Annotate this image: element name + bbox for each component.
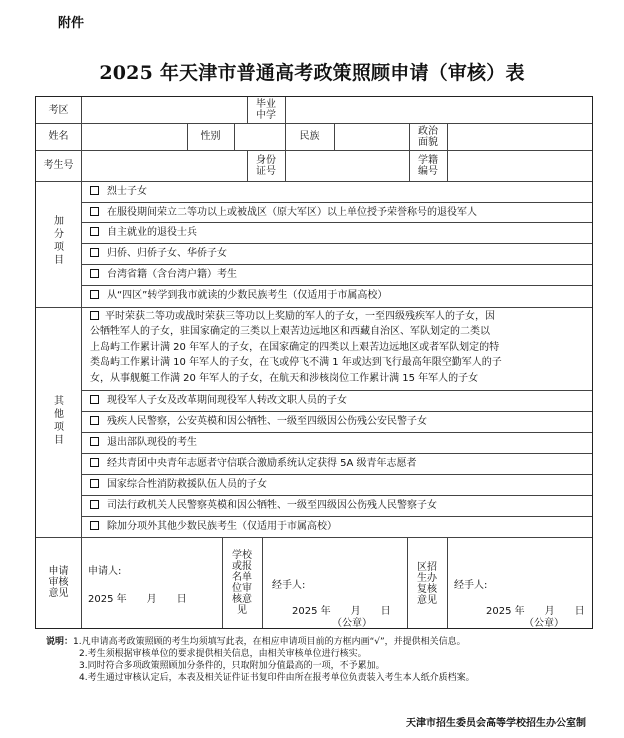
checkbox[interactable] bbox=[90, 248, 99, 257]
checkbox[interactable] bbox=[90, 269, 99, 278]
note-line: 2.考生须根据审核单位的要求提供相关信息，由相关审核单位进行核实。 bbox=[79, 649, 367, 659]
candidate-number-label: 考生号 bbox=[43, 160, 74, 171]
district-handler-label: 经手人: bbox=[454, 580, 488, 591]
notes-label: 说明： bbox=[46, 637, 74, 647]
checkbox[interactable] bbox=[90, 500, 99, 509]
political-status-label: 政治面貌 bbox=[418, 125, 438, 148]
gender-label: 性别 bbox=[200, 131, 221, 142]
note-line: 4.考生通过审核认定后，本表及相关证件证书复印件由所在报考单位负责装入考生本人纸介质档案。 bbox=[79, 673, 475, 683]
student-number-label: 学籍编号 bbox=[418, 155, 438, 177]
text-line: 类岛屿工作累计满 10 年军人的子女，在飞或停飞不满 1 年或达到飞行最高年限空勤军人的子 bbox=[90, 357, 502, 369]
checkbox[interactable] bbox=[90, 416, 99, 425]
school-handler-label: 经手人: bbox=[272, 580, 306, 591]
district-date: 2025 年 月 日 bbox=[486, 606, 585, 617]
checkbox[interactable] bbox=[90, 437, 99, 446]
district-seal: （公章） bbox=[524, 618, 564, 629]
ethnicity-label: 民族 bbox=[299, 131, 320, 142]
bonus-item[interactable]: 从“四区”转学到我市就读的少数民族考生（仅适用于市属高校） bbox=[90, 286, 387, 305]
school-opinion-label: 学校或报名单位审核意见 bbox=[232, 550, 252, 616]
checkbox[interactable] bbox=[90, 207, 99, 216]
school-date: 2025 年 月 日 bbox=[292, 606, 391, 617]
other-section-label: 其他项目 bbox=[54, 396, 64, 446]
checkbox[interactable] bbox=[90, 521, 99, 530]
bonus-item[interactable]: 台湾省籍（含台湾户籍）考生 bbox=[90, 265, 237, 284]
name-label: 姓名 bbox=[48, 131, 69, 142]
checkbox[interactable] bbox=[90, 311, 99, 320]
bonus-item[interactable]: 归侨、归侨子女、华侨子女 bbox=[90, 244, 227, 263]
text-line: 上岛屿工作累计满 20 年军人的子女，在国家确定的四类以上艰苦边远地区或者军队划定的特 bbox=[90, 341, 500, 353]
checkbox[interactable] bbox=[90, 227, 99, 236]
note-line: 3.同时符合多项政策照顾加分条件的，只取附加分值最高的一项，不予累加。 bbox=[79, 661, 385, 671]
bonus-item[interactable]: 在服役期间荣立二等功以上或被战区（原大军区）以上单位授予荣誉称号的退役军人 bbox=[90, 203, 477, 222]
page-title: 2025 年天津市普通高考政策照顾申请（审核）表 bbox=[99, 62, 525, 84]
applicant-opinion-label: 申请审核意见 bbox=[48, 566, 69, 599]
text-line: 女，从事舰艇工作满 20 年军人的子女，在航天和涉核岗位工作累计满 15 年军人的子女 bbox=[90, 372, 479, 384]
bonus-item[interactable]: 烈士子女 bbox=[90, 182, 147, 201]
text-line: 公牺牲军人的子女，驻国家确定的三类以上艰苦边远地区和西藏自治区、军队划定的二类以 bbox=[90, 326, 490, 338]
text-line: 平时荣获二等功或战时荣获三等功以上奖励的军人的子女，一至四级残疾军人的子女，因 bbox=[90, 309, 590, 324]
graduate-school-label: 毕业中学 bbox=[256, 99, 276, 121]
checkbox[interactable] bbox=[90, 290, 99, 299]
notes bbox=[46, 636, 606, 684]
application-form-table bbox=[35, 96, 593, 629]
other-item[interactable]: 经共青团中央青年志愿者守信联合激励系统认定获得 5A 级青年志愿者 bbox=[90, 454, 417, 473]
applicant-date: 2025 年 月 日 bbox=[88, 594, 187, 605]
checkbox[interactable] bbox=[90, 186, 99, 195]
attachment-label: 附件 bbox=[58, 16, 85, 31]
district-opinion-label: 区招生办复核意见 bbox=[417, 562, 437, 606]
school-seal: （公章） bbox=[332, 618, 372, 629]
checkbox[interactable] bbox=[90, 395, 99, 404]
bonus-section-label: 加分项目 bbox=[54, 216, 64, 266]
applicant-signature-label: 申请人: bbox=[88, 566, 122, 577]
other-item-military-children[interactable] bbox=[90, 309, 590, 386]
issuer-footer: 天津市招生委员会高等学校招生办公室制 bbox=[406, 718, 586, 729]
other-item[interactable]: 退出部队现役的考生 bbox=[90, 433, 197, 452]
other-item[interactable]: 国家综合性消防救援队伍人员的子女 bbox=[90, 475, 267, 494]
bonus-item[interactable]: 自主就业的退役士兵 bbox=[90, 223, 197, 242]
other-item[interactable]: 除加分项外其他少数民族考生（仅适用于市属高校） bbox=[90, 517, 337, 536]
other-item[interactable]: 现役军人子女及改革期间现役军人转改文职人员的子女 bbox=[90, 391, 347, 410]
checkbox[interactable] bbox=[90, 458, 99, 467]
checkbox[interactable] bbox=[90, 479, 99, 488]
other-item[interactable]: 司法行政机关人民警察英模和因公牺牲、一级至四级因公伤残人民警察子女 bbox=[90, 496, 437, 515]
exam-area-label: 考区 bbox=[48, 104, 69, 116]
other-item[interactable]: 残疾人民警察，公安英模和因公牺牲、一级至四级因公伤残公安民警子女 bbox=[90, 412, 427, 431]
note-line: 说明：1.凡申请高考政策照顾的考生均须填写此表，在相应申请项目前的方框内画“√”，并提供相关信息。 bbox=[46, 637, 466, 647]
id-number-label: 身份证号 bbox=[256, 155, 276, 177]
